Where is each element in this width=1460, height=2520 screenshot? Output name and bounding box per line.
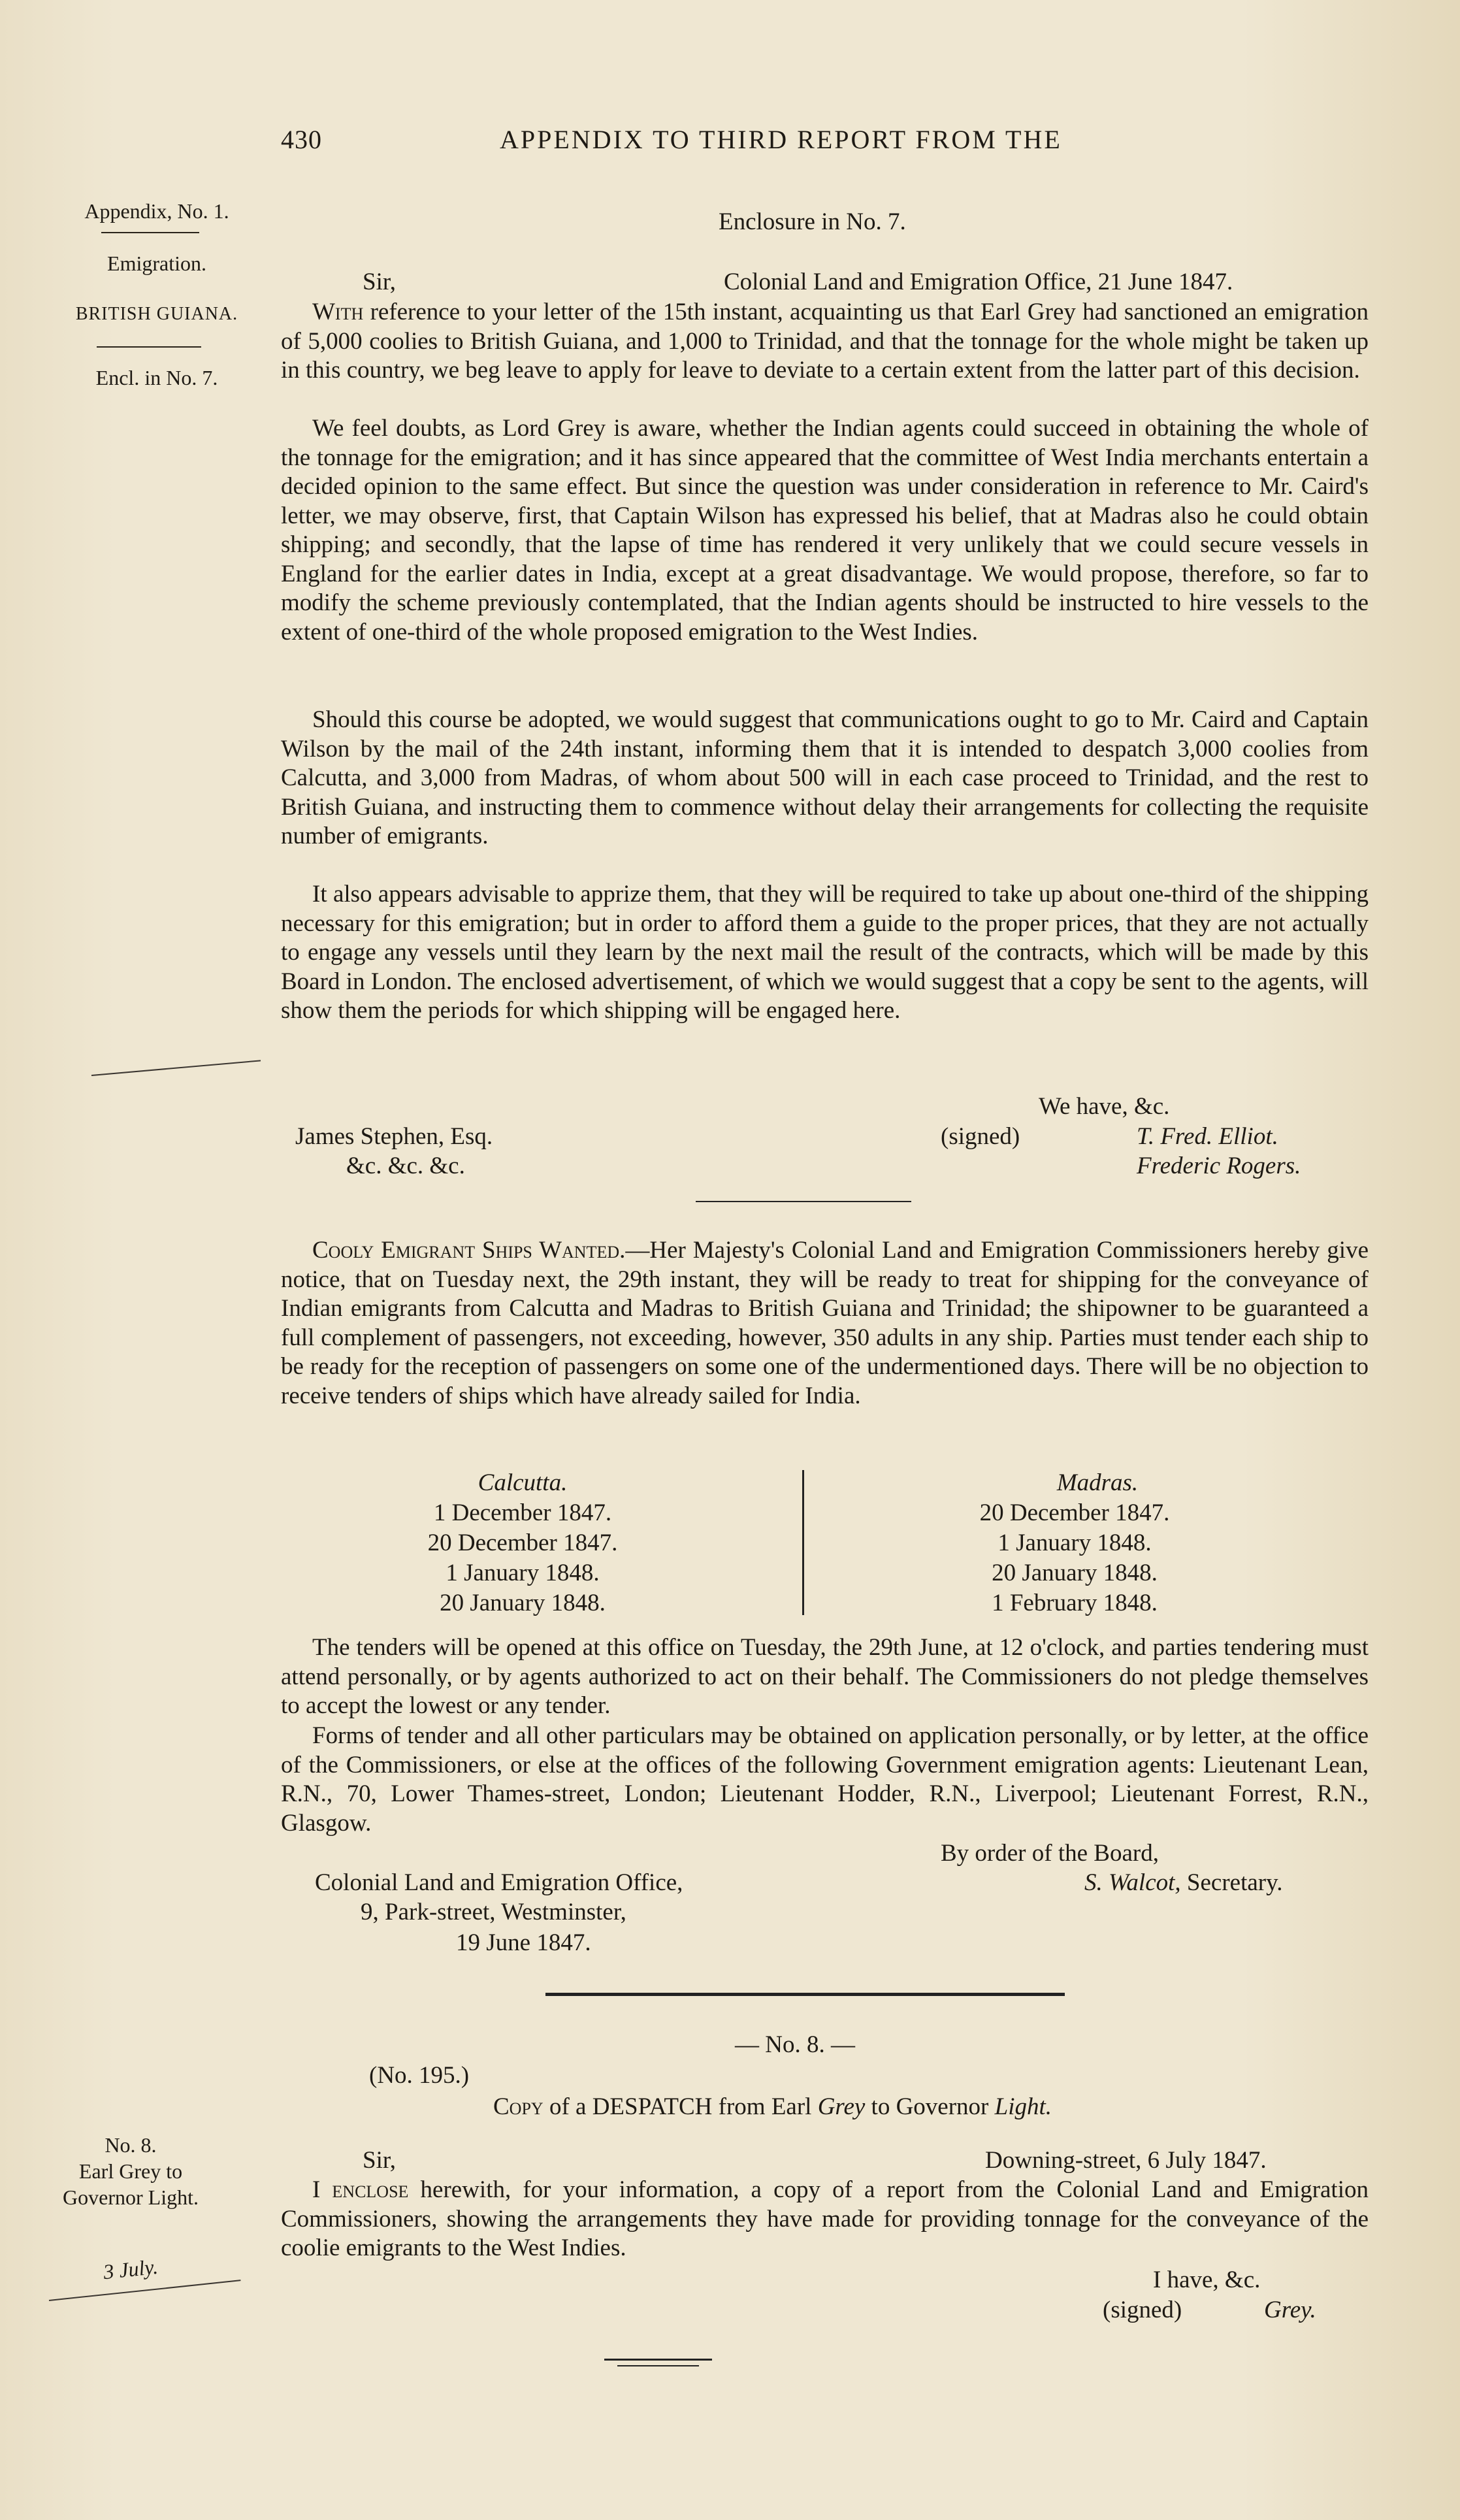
advert-date: 19 June 1847. [456, 1929, 591, 1956]
page-number: 430 [281, 125, 322, 154]
enclosure-heading: Enclosure in No. 7. [719, 208, 906, 235]
madras-date: 1 January 1848. [998, 1530, 1152, 1556]
despatch-title: Copy of a DESPATCH from Earl Grey to Governor Light. [493, 2093, 1052, 2120]
margin-encl: Encl. in No. 7. [95, 366, 218, 389]
salutation: Sir, [363, 269, 396, 295]
calcutta-heading: Calcutta. [478, 1469, 568, 1496]
signer-rogers: Frederic Rogers. [1137, 1153, 1301, 1179]
end-rule-short [617, 2365, 699, 2366]
end-rule [604, 2359, 712, 2361]
margin-date-note: 3 July. [102, 2254, 159, 2284]
despatch-signer: Grey. [1264, 2297, 1316, 2323]
calcutta-date: 20 December 1847. [427, 1530, 618, 1556]
margin-no8: No. 8. [105, 2133, 157, 2157]
paragraph-3: Should this course be adopted, we would suggest that communications ought to go to Mr. Caird and Captain Wilson by the mail of the 24th instant, informing them that it is intended to despatch 3,000 coolies from Calcutta, and 3,000 from Madras, of whom about 500 will in each case proceed to Trinidad, and the rest to British Guiana, and instructing them to commence without delay their arrangements for collecting the requisite number of emigrants. [281, 706, 1369, 849]
paragraph-4: It also appears advisable to apprize them, that they will be required to take up about one-third of the shipping necessary for this emigration; but in order to afford them a guide to the proper prices, that they are not actually to engage any vessels until they learn by the next mail the result of the contracts, which will be made by this Board in London. The enclosed advertisement, of which we would suggest that a copy be sent to the agents, will show them the periods for which shipping will be engaged here. [281, 881, 1369, 1024]
despatch-salutation: Sir, [363, 2147, 396, 2174]
paragraph-1: With reference to your letter of the 15th instant, acquainting us that Earl Grey had sanctioned an emigration of 5,000 coolies to British Guiana, and 1,000 to Trinidad, and that the tonnage for the whole might be taken up in this country, we beg leave to apply for leave to deviate to a certain extent from the latter part of this decision. [281, 299, 1369, 384]
despatch-address: Downing-street, 6 July 1847. [985, 2147, 1267, 2174]
tenders-paragraph: The tenders will be opened at this office on Tuesday, the 29th June, at 12 o'clock, and parties tendering must attend personally, or by agents authorized to act on their behalf. The Commissioners do not pledge themselves to accept the lowest or any tender. [281, 1634, 1369, 1719]
no8-heading: — No. 8. — [735, 2031, 855, 2058]
addressee-etc: &c. &c. &c. [346, 1153, 465, 1179]
margin-emigration: Emigration. [107, 252, 206, 275]
margin-earl-grey: Earl Grey to [78, 2159, 183, 2183]
running-title: APPENDIX TO THIRD REPORT FROM THE [500, 125, 1062, 154]
calcutta-date: 20 January 1848. [440, 1590, 606, 1616]
margin-appendix: Appendix, No. 1. [84, 199, 229, 223]
madras-heading: Madras. [1056, 1469, 1139, 1496]
signed-label: (signed) [941, 1123, 1020, 1150]
pencil-mark [91, 1060, 261, 1076]
addressee: James Stephen, Esq. [295, 1123, 493, 1150]
madras-date: 20 December 1847. [979, 1499, 1170, 1526]
column-divider [802, 1470, 804, 1615]
despatch-number: (No. 195.) [369, 2062, 470, 2089]
margin-british-guiana: BRITISH GUIANA. [75, 304, 238, 324]
office-street: 9, Park-street, Westminster, [361, 1899, 626, 1925]
section-rule [696, 1201, 911, 1202]
despatch-paragraph: I enclose herewith, for your information, a copy of a report from the Colonial Land and Emigration Commissioners, showing the arrangements they have made for providing tonnage for the conveyance of the coolie emigrants to the West Indies. [281, 2176, 1369, 2261]
office-name: Colonial Land and Emigration Office, [315, 1869, 683, 1896]
margin-governor-light: Governor Light. [63, 2185, 199, 2209]
closing-we-have: We have, &c. [1039, 1093, 1170, 1120]
madras-date: 1 February 1848. [992, 1590, 1158, 1616]
advert-paragraph: Cooly Emigrant Ships Wanted.—Her Majesty's Colonial Land and Emigration Commissioners hereby give notice, that on Tuesday next, the 29th instant, they will be ready to treat for shipping for the conveyance of Indian emigrants from Calcutta and Madras to British Guiana and Trinidad; the shipowner to be guaranteed a full complement of passengers, not exceeding, however, 350 adults in any ship. Parties must tender each ship to be ready for the reception of passengers on some one of the undermentioned days. There will be no objection to receive tenders of ships which have already sailed for India. [281, 1237, 1369, 1409]
despatch-signed-label: (signed) [1103, 2297, 1182, 2323]
madras-date: 20 January 1848. [992, 1560, 1158, 1586]
margin-rule [97, 346, 201, 348]
secretary: S. Walcot, Secretary. [1084, 1869, 1283, 1896]
forms-paragraph: Forms of tender and all other particulars may be obtained on application personally, or by letter, at the office of the Commissioners, or else at the offices of the following Government emigration agents: Lieutenant Lean, R.N., 70, Lower Thames-street, London; Lieutenant Hodder, R.N., Liverpool; Lieutenant Forrest, R.N., Glasgow. [281, 1722, 1369, 1837]
calcutta-date: 1 December 1847. [433, 1499, 612, 1526]
margin-rule [101, 232, 199, 233]
paragraph-2: We feel doubts, as Lord Grey is aware, whether the Indian agents could succeed in obtaining the whole of the tonnage for the emigration; and it has since appeared that the committee of West India merchants entertain a decided opinion to the same effect. But since the question was under consideration in reference to Mr. Caird's letter, we may observe, first, that Captain Wilson has expressed his belief, that at Madras also he could obtain shipping; and secondly, that the lapse of time has rendered it very unlikely that we could secure vessels in England for the earlier dates in India, except at a great disadvantage. We would propose, therefore, so far to modify the scheme previously contemplated, that the Indian agents should be instructed to hire vessels to the extent of one-third of the whole proposed emigration to the West Indies. [281, 415, 1369, 646]
initial-word: With [312, 299, 364, 325]
advert-title: Cooly Emigrant Ships Wanted. [312, 1237, 626, 1264]
signer-elliot: T. Fred. Elliot. [1137, 1123, 1278, 1150]
calcutta-date: 1 January 1848. [446, 1560, 600, 1586]
letter-address: Colonial Land and Emigration Office, 21 June 1847. [724, 269, 1233, 295]
despatch-closing: I have, &c. [1153, 2266, 1261, 2293]
section-rule-thick [545, 1993, 1065, 1996]
by-order: By order of the Board, [941, 1840, 1159, 1867]
